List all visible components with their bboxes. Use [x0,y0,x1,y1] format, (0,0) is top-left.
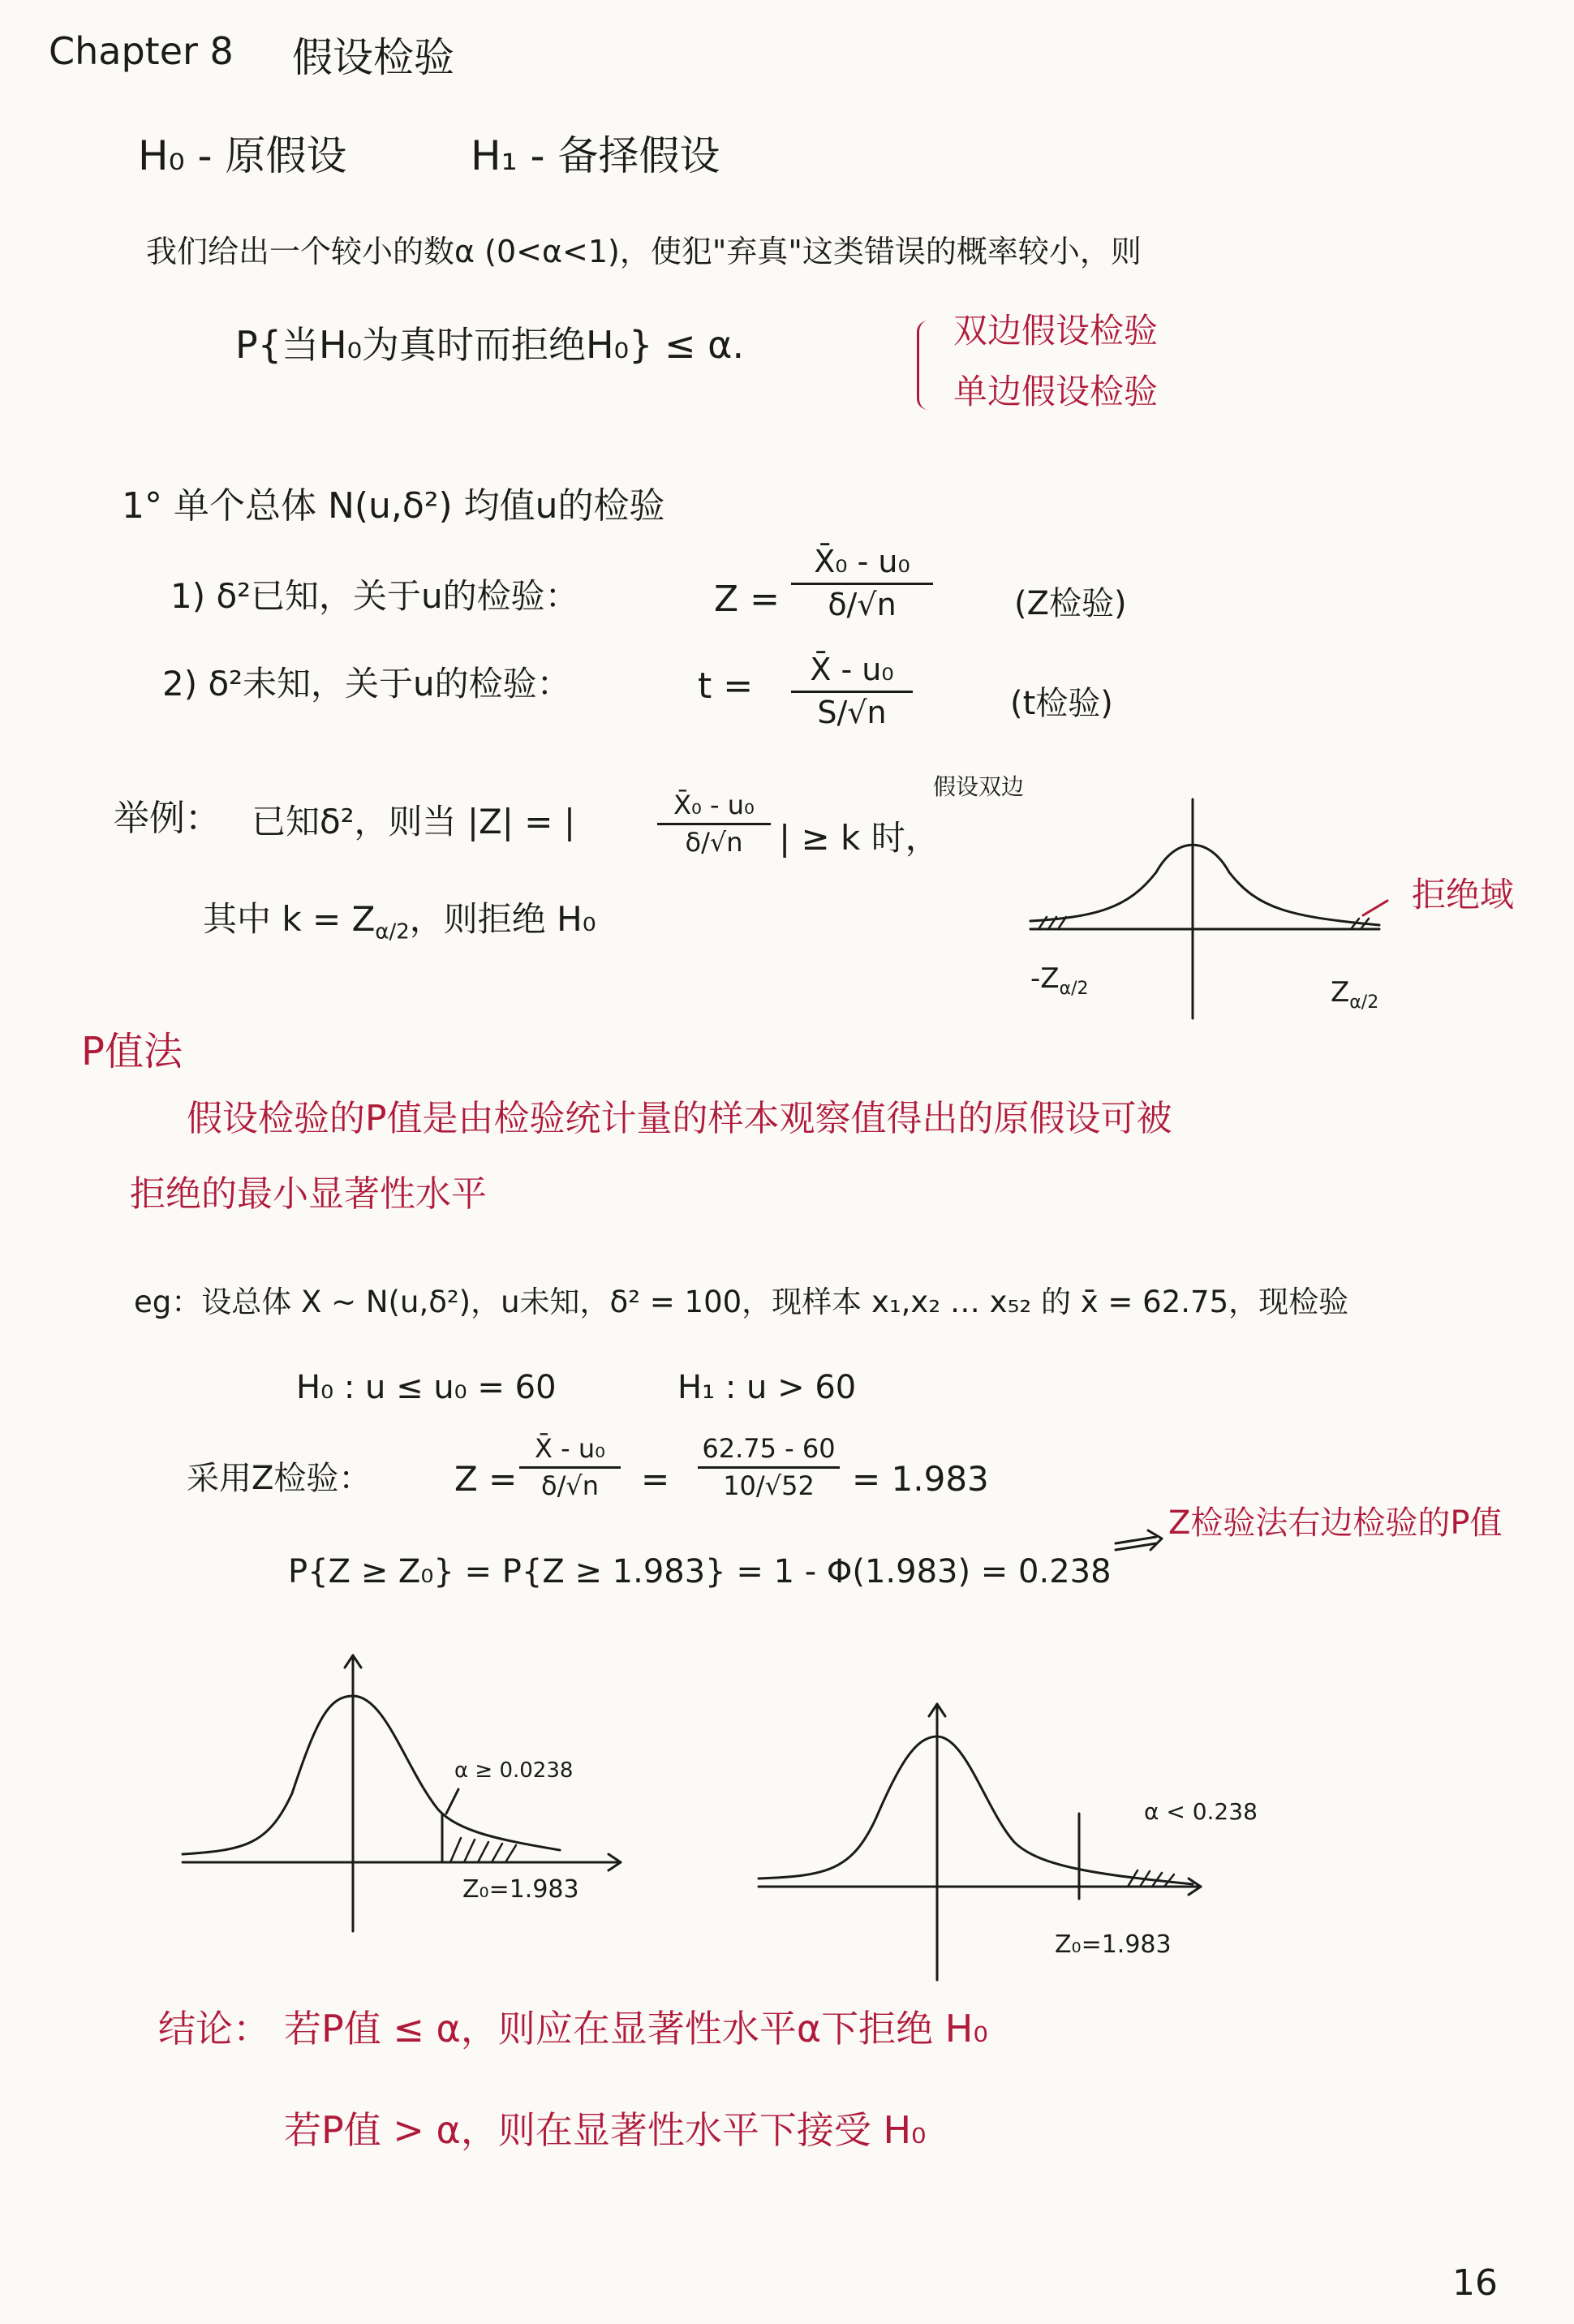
case2-lhs: t = [698,665,754,707]
eg-pvalue-calc: P{Z ≥ Z₀} = P{Z ≥ 1.983} = 1 - Φ(1.983) = 0.238 [288,1553,1112,1590]
h1-definition: H₁ - 备择假设 [471,132,720,179]
eg-z-denominator-numeric: 10/√52 [723,1470,815,1502]
graph2-z0-label: Z₀=1.983 [462,1875,579,1904]
example1-label: 举例： [114,798,221,839]
chapter-label: Chapter 8 [49,29,234,73]
case1-label: 1) δ²已知，关于u的检验： [170,576,579,616]
graph2-alpha-label: α ≥ 0.0238 [454,1758,574,1783]
graph3-z0-label: Z₀=1.983 [1055,1930,1172,1959]
eg-pvalue-note: Z检验法右边检验的P值 [1168,1504,1503,1542]
case2-label: 2) δ²未知，关于u的检验： [162,664,571,704]
eg-statement: eg：设总体 X ~ N(u,δ²)，u未知，δ² = 100，现样本 x₁,x₂ … x₅₂ 的 x̄ = 62.75，现检验 [134,1285,1349,1319]
intro-line2: P{当H₀为真时而拒绝H₀} ≤ α. [235,323,745,367]
pvalue-heading: P值法 [81,1029,183,1074]
eg-z-denominator-symbolic: δ/√n [540,1470,600,1502]
graph1-bell-curve [1030,845,1379,925]
pvalue-note-arrow [1112,1526,1168,1558]
right-tick-subscript: α/2 [1349,992,1379,1013]
conclusion-line2: 若P值 > α，则在显著性水平下接受 H₀ [284,2108,927,2152]
eg-z-numerator-symbolic: X̄ - u₀ [535,1433,605,1464]
case2-denominator: S/√n [817,694,887,730]
conclusion-line1: 若P值 ≤ α，则应在显著性水平α下拒绝 H₀ [284,2007,988,2051]
example1-fraction [657,791,771,857]
eg-z-result: = 1.983 [852,1459,989,1499]
case1-denominator: δ/√n [828,586,897,622]
pvalue-definition-line2: 拒绝的最小显著性水平 [130,1173,487,1215]
eg-z-fraction-numeric [698,1435,840,1500]
section1-heading: 1° 单个总体 N(u,δ²) 均值u的检验 [122,485,665,527]
example1-k-value: 其中 k = Z [203,899,376,939]
example1-condition: 已知δ²，则当 |Z| = | [252,802,576,841]
left-critical-tick [1030,964,1088,999]
graph3-alpha-label: α < 0.238 [1144,1798,1258,1825]
one-sided-test-label: 单边假设检验 [953,372,1159,411]
graph3-bell-curve [759,1737,1193,1884]
two-sided-graph-note: 假设双边 [933,773,1025,800]
left-tick-label: -Z [1030,962,1060,995]
page-number: 16 [1452,2262,1498,2304]
case2-fraction-bar [791,691,913,693]
chapter-title: 假设检验 [292,34,454,81]
eg-equals: = [641,1459,670,1499]
eg-use-z-test: 采用Z检验： [187,1460,372,1497]
pvalue-definition-line1: 假设检验的P值是由检验统计量的样本观察值得出的原假设可被 [187,1098,1172,1139]
conclusion-label: 结论： [158,2007,270,2051]
eg-h0: H₀ : u ≤ u₀ = 60 [296,1369,557,1406]
right-tick-label: Z [1331,976,1350,1009]
case1-numerator: X̄₀ - u₀ [814,544,910,579]
intro-line1: 我们给出一个较小的数α (0<α<1)，使犯"弃真"这类错误的概率较小，则 [146,234,1142,269]
graph2-alpha-pointer [446,1789,458,1814]
case2-numerator: X̄ - u₀ [810,652,894,687]
reject-region-label: 拒绝域 [1412,875,1515,915]
right-critical-tick [1331,978,1378,1013]
two-sided-test-label: 双边假设检验 [953,311,1159,351]
example1-line2 [203,901,596,944]
case1-fraction [791,545,933,622]
case2-fraction [791,653,913,730]
example1-denominator: δ/√n [685,827,743,859]
example1-tail: | ≥ k 时， [779,818,940,858]
eg-z-bar-symbolic [519,1466,621,1469]
reject-region-arrow [1363,901,1387,915]
example1-reject-text: ，则拒绝 H₀ [409,899,596,939]
eg-h1: H₁ : u > 60 [677,1369,857,1406]
eg-z-fraction-symbolic [519,1435,621,1500]
case1-test-name: (Z检验) [1014,585,1127,622]
left-tick-subscript: α/2 [1059,978,1089,999]
eg-z-lhs: Z = [454,1459,518,1499]
case1-fraction-bar [791,583,933,585]
case2-test-name: (t检验) [1010,685,1113,722]
case1-lhs: Z = [714,579,780,620]
example1-numerator: X̄₀ - u₀ [673,790,755,820]
test-types-bracket [917,321,934,410]
h0-definition: H₀ - 原假设 [138,132,347,179]
eg-z-bar-numeric [698,1466,840,1469]
example1-k-subscript: α/2 [375,919,410,945]
graph2-hatch [450,1838,516,1862]
eg-z-numerator-numeric: 62.75 - 60 [702,1433,836,1464]
example1-fraction-bar [657,823,771,825]
